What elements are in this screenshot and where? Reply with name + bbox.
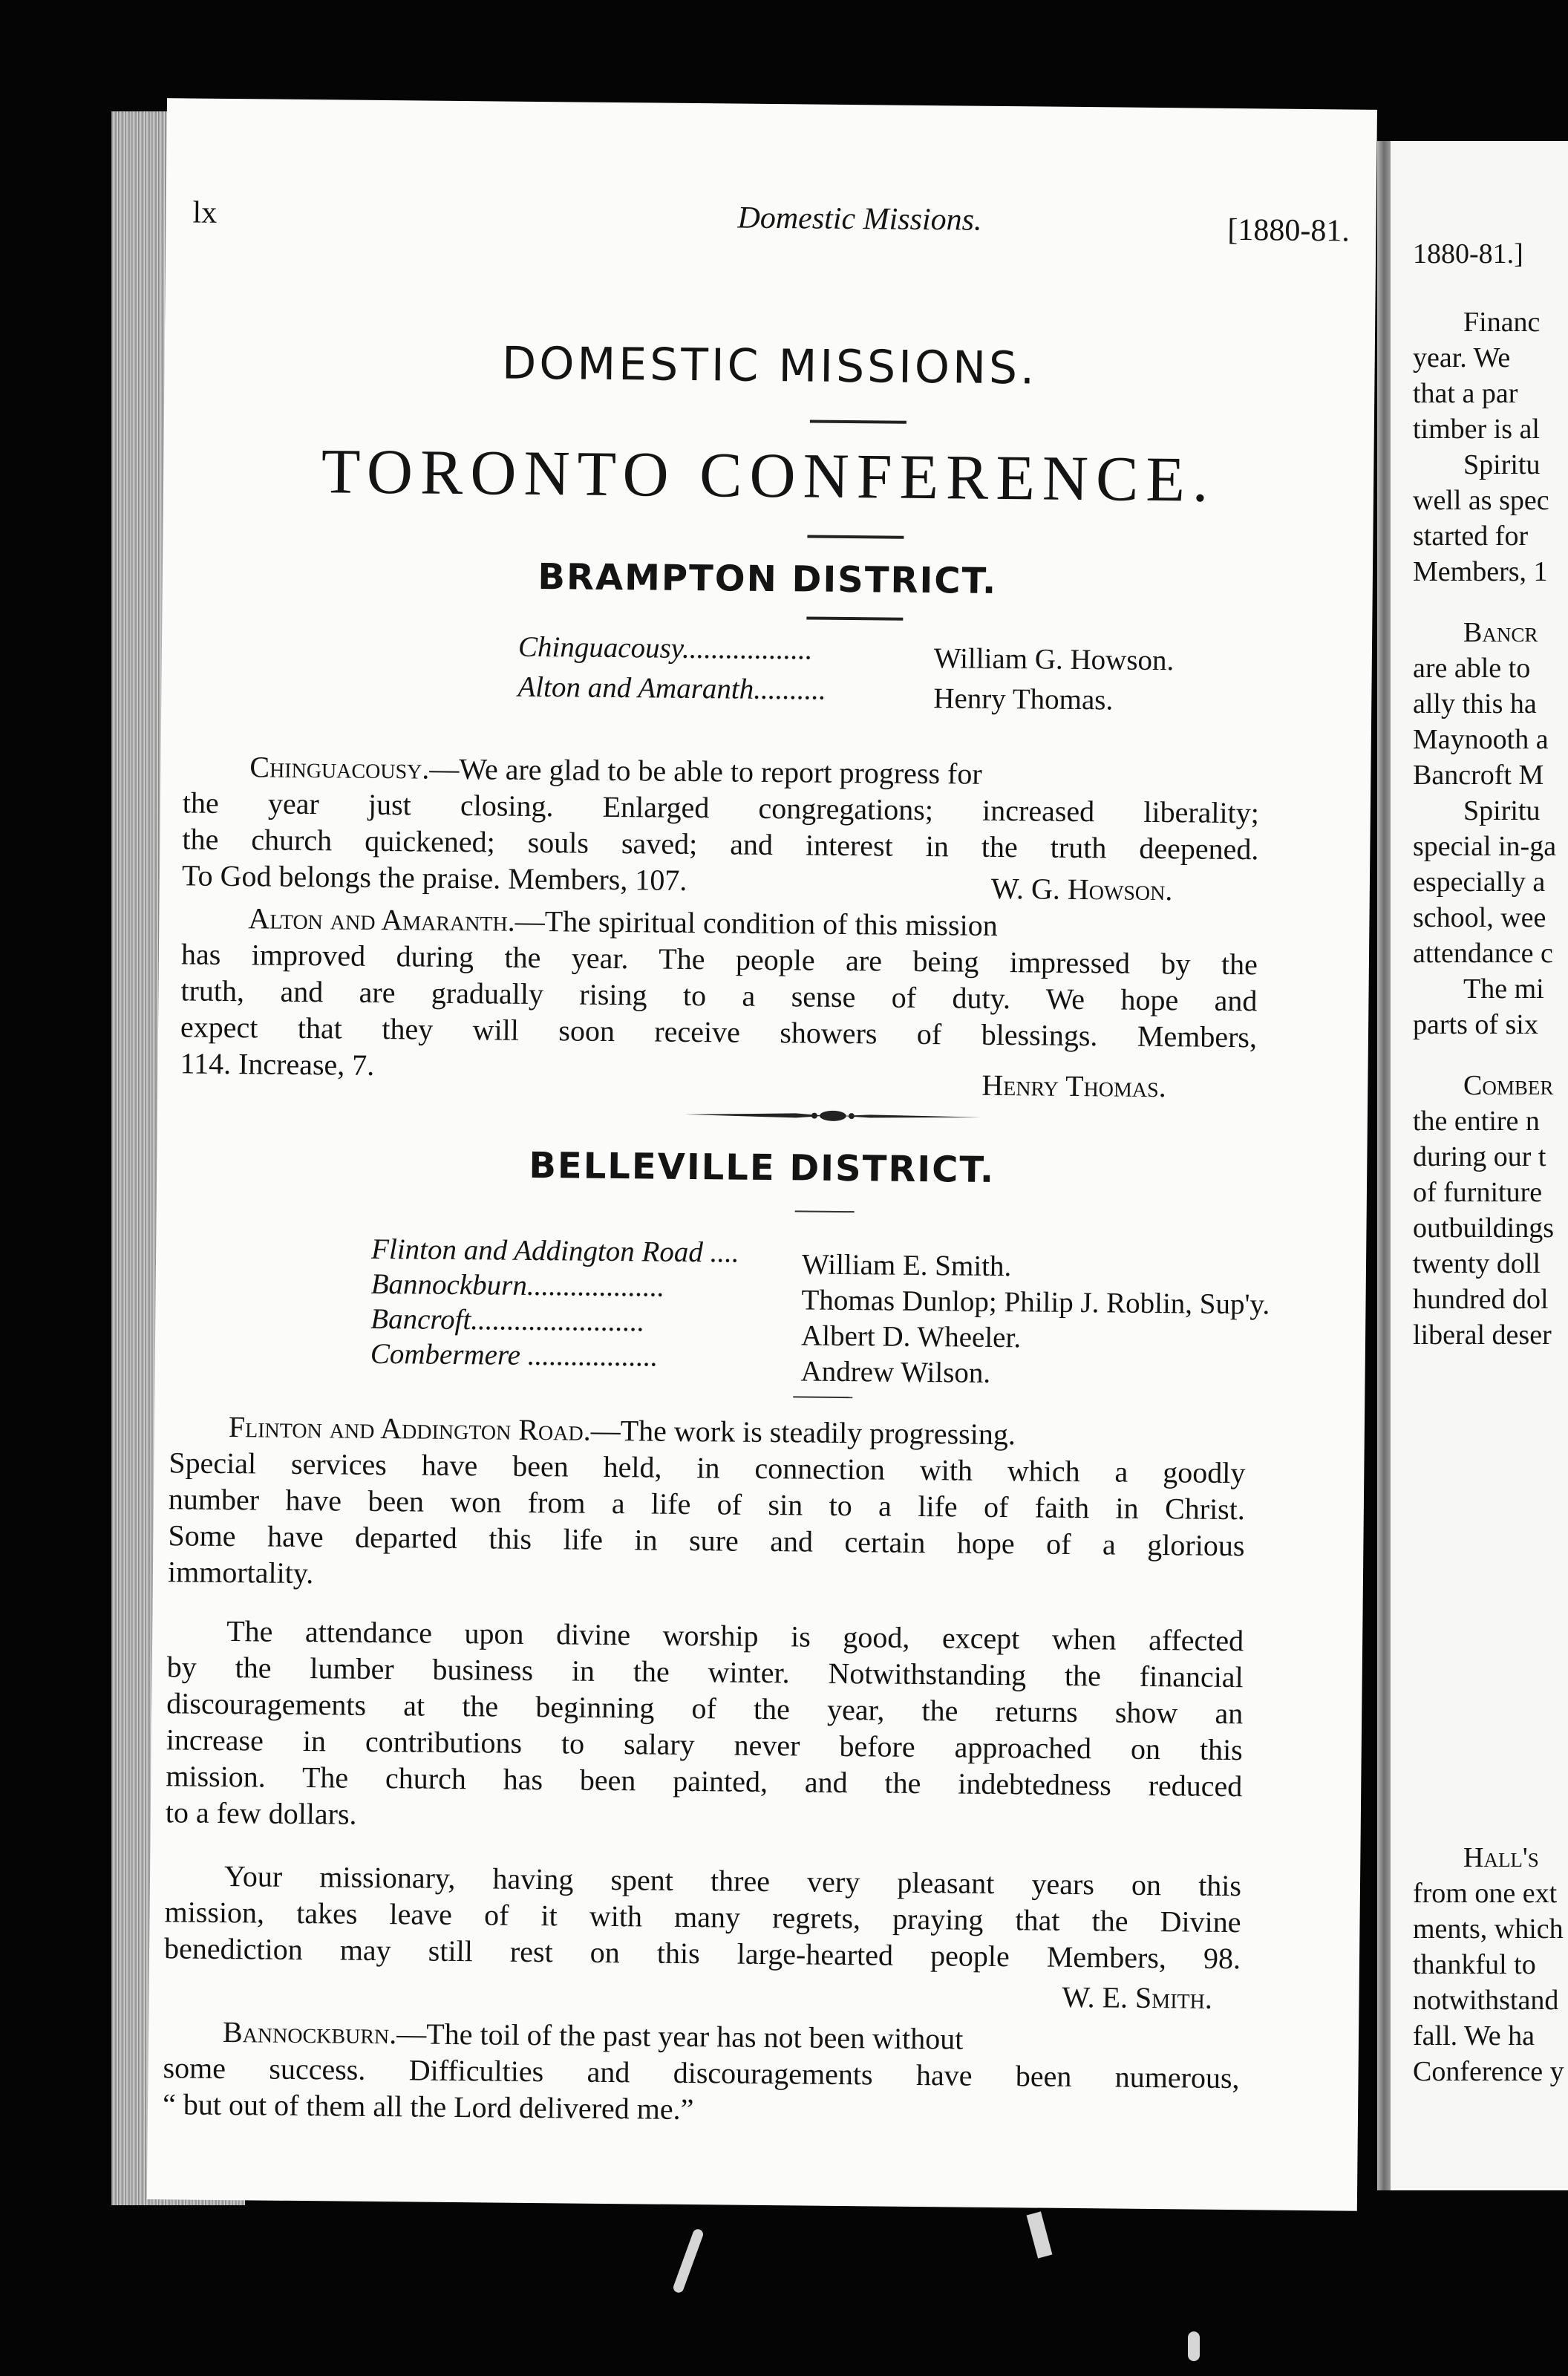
- report-text: the church quickened; souls saved; and interest in the truth deepened.: [182, 822, 1259, 866]
- report-heading-bannockburn: Bannockburn.: [222, 2015, 397, 2051]
- right-page-line: notwithstand: [1413, 1985, 1559, 2016]
- conference-rule: [807, 535, 904, 538]
- report-text: the year just closing. Enlarged congregations; increased liberality;: [182, 786, 1260, 830]
- right-page-line: The mi: [1463, 973, 1544, 1005]
- right-page-line: during our t: [1413, 1141, 1546, 1172]
- stations-rule: [793, 1396, 852, 1398]
- report-text: —We are glad to be able to report progress for: [429, 751, 982, 791]
- report-text: Some have departed this life in sure and certain hope of a glorious: [168, 1518, 1245, 1563]
- right-page-line: ally this ha: [1413, 688, 1537, 719]
- book-gutter: [1377, 141, 1391, 2190]
- report-heading-alton: Alton and Amaranth.: [248, 901, 515, 938]
- page-title: DOMESTIC MISSIONS.: [501, 337, 1038, 395]
- clip-mark: [1188, 2331, 1200, 2361]
- right-page-line: started for: [1413, 520, 1529, 552]
- signature: W. E. Smith.: [1062, 1980, 1213, 2015]
- right-page-line: outbuildings: [1413, 1213, 1555, 1244]
- report-text: expect that they will soon receive showers of blessings. Members,: [180, 1010, 1258, 1054]
- report-text: benediction may still rest on this large-hearted people Members, 98.: [163, 1931, 1241, 1976]
- station-minister: William E. Smith.: [801, 1248, 1012, 1283]
- right-page-line: especially a: [1413, 866, 1546, 898]
- report-text: mission. The church has been painted, and the indebtedness reduced: [166, 1759, 1243, 1804]
- report-text: —The work is steadily progressing.: [590, 1413, 1016, 1452]
- station-place: Bancroft........................: [370, 1302, 645, 1338]
- right-page-line: liberal deser: [1413, 1319, 1552, 1351]
- report-text: has improved during the year. The people are being impressed by the: [180, 937, 1258, 982]
- report-text: immortality.: [167, 1555, 314, 1590]
- right-page-line: hundred dol: [1413, 1284, 1549, 1315]
- brampton-rule: [806, 616, 903, 620]
- conference-title: TORONTO CONFERENCE.: [321, 435, 1216, 515]
- left-page: [147, 98, 1377, 2211]
- right-page-line: Financ: [1463, 307, 1541, 338]
- report-text: 114. Increase, 7.: [180, 1046, 375, 1082]
- right-page-line: parts of six: [1413, 1009, 1538, 1040]
- report-text: “ but out of them all the Lord delivered me.”: [162, 2087, 694, 2127]
- station-place: Chinguacousy..................: [517, 630, 813, 666]
- right-page-header: 1880-81.]: [1413, 238, 1523, 270]
- title-rule: [810, 420, 906, 424]
- right-page-line: Bancr: [1463, 617, 1538, 648]
- report-text: Your missionary, having spent three very pleasant years on this: [223, 1859, 1242, 1903]
- right-page-line: Spiritu: [1463, 795, 1541, 826]
- station-minister: William G. Howson.: [933, 642, 1175, 677]
- report-text: discouragements at the beginning of the year, the returns show an: [166, 1686, 1244, 1731]
- report-text: to a few dollars.: [165, 1795, 357, 1831]
- right-page-line: that a par: [1413, 378, 1518, 409]
- station-place: Bannockburn...................: [370, 1267, 665, 1303]
- report-heading-chinguacousy: Chinguacousy.: [249, 750, 430, 786]
- right-page-line: of furniture: [1413, 1177, 1543, 1208]
- report-text: —The toil of the past year has not been without: [396, 2017, 964, 2056]
- right-page-line: are able to: [1413, 653, 1531, 684]
- report-text: increase in contributions to salary never before approached on this: [166, 1723, 1243, 1767]
- report-text: Special services have been held, in connection with which a goodly: [169, 1446, 1246, 1490]
- report-text: by the lumber business in the winter. Notwithstanding the financial: [166, 1650, 1244, 1694]
- ornamental-divider: [685, 1107, 981, 1125]
- right-page-line: attendance c: [1413, 938, 1553, 969]
- right-page-line: ments, which: [1413, 1913, 1564, 1945]
- signature: Henry Thomas.: [981, 1068, 1166, 1104]
- right-page-line: well as spec: [1413, 485, 1549, 516]
- brampton-district-heading: BRAMPTON DISTRICT.: [538, 556, 998, 602]
- station-minister: Andrew Wilson.: [800, 1355, 991, 1389]
- right-page-line: Conference y: [1413, 2056, 1564, 2087]
- right-page-line: fall. We ha: [1413, 2020, 1535, 2052]
- right-page-line: Bancroft M: [1413, 760, 1544, 791]
- right-page-line: twenty doll: [1413, 1248, 1541, 1279]
- signature: W. G. Howson.: [990, 871, 1173, 907]
- right-page-line: Spiritu: [1463, 449, 1541, 480]
- clip-mark: [672, 2228, 705, 2294]
- station-minister: Thomas Dunlop; Philip J. Roblin, Sup'y.: [801, 1284, 1270, 1321]
- right-page-line: school, wee: [1413, 902, 1546, 933]
- report-text: To God belongs the praise. Members, 107.: [181, 858, 687, 897]
- right-page-line: special in-ga: [1413, 831, 1557, 862]
- right-page-line: year. We: [1413, 342, 1511, 373]
- running-title: Domestic Missions.: [737, 200, 982, 238]
- report-text: The attendance upon divine worship is good, except when affected: [226, 1614, 1244, 1658]
- right-page-line: timber is al: [1413, 414, 1540, 445]
- report-text: some success. Difficulties and discouragements have been numerous,: [163, 2051, 1240, 2095]
- clip-mark: [1027, 2211, 1053, 2258]
- report-text: —The spiritual condition of this mission: [514, 904, 998, 942]
- header-year: [1880-81.: [1227, 212, 1350, 249]
- right-page-line: Hall's: [1463, 1842, 1539, 1873]
- right-page-line: Maynooth a: [1413, 724, 1549, 755]
- station-place: Combermere ..................: [370, 1337, 659, 1373]
- station-minister: Albert D. Wheeler.: [800, 1319, 1022, 1354]
- belleville-district-heading: BELLEVILLE DISTRICT.: [529, 1144, 996, 1191]
- report-heading-flinton: Flinton and Addington Road.: [228, 1410, 591, 1447]
- right-page-line: thankful to: [1413, 1949, 1536, 1980]
- right-page-line: Comber: [1463, 1070, 1554, 1101]
- scan-background: [0, 2213, 1568, 2376]
- belleville-rule: [795, 1210, 855, 1213]
- right-page-line: from one ext: [1413, 1878, 1558, 1909]
- right-page-line: the entire n: [1413, 1106, 1540, 1137]
- right-page-line: Members, 1: [1413, 556, 1548, 587]
- station-minister: Henry Thomas.: [933, 682, 1114, 717]
- report-text: truth, and are gradually rising to a sense of duty. We hope and: [180, 973, 1258, 1018]
- station-place: Flinton and Addington Road ....: [370, 1233, 739, 1269]
- station-place: Alton and Amaranth..........: [517, 670, 826, 706]
- report-text: number have been won from a life of sin to a life of faith in Christ.: [168, 1482, 1246, 1527]
- right-page: [1391, 141, 1568, 2190]
- report-text: mission, takes leave of it with many regrets, praying that the Divine: [164, 1895, 1241, 1939]
- page-number: lx: [192, 195, 218, 230]
